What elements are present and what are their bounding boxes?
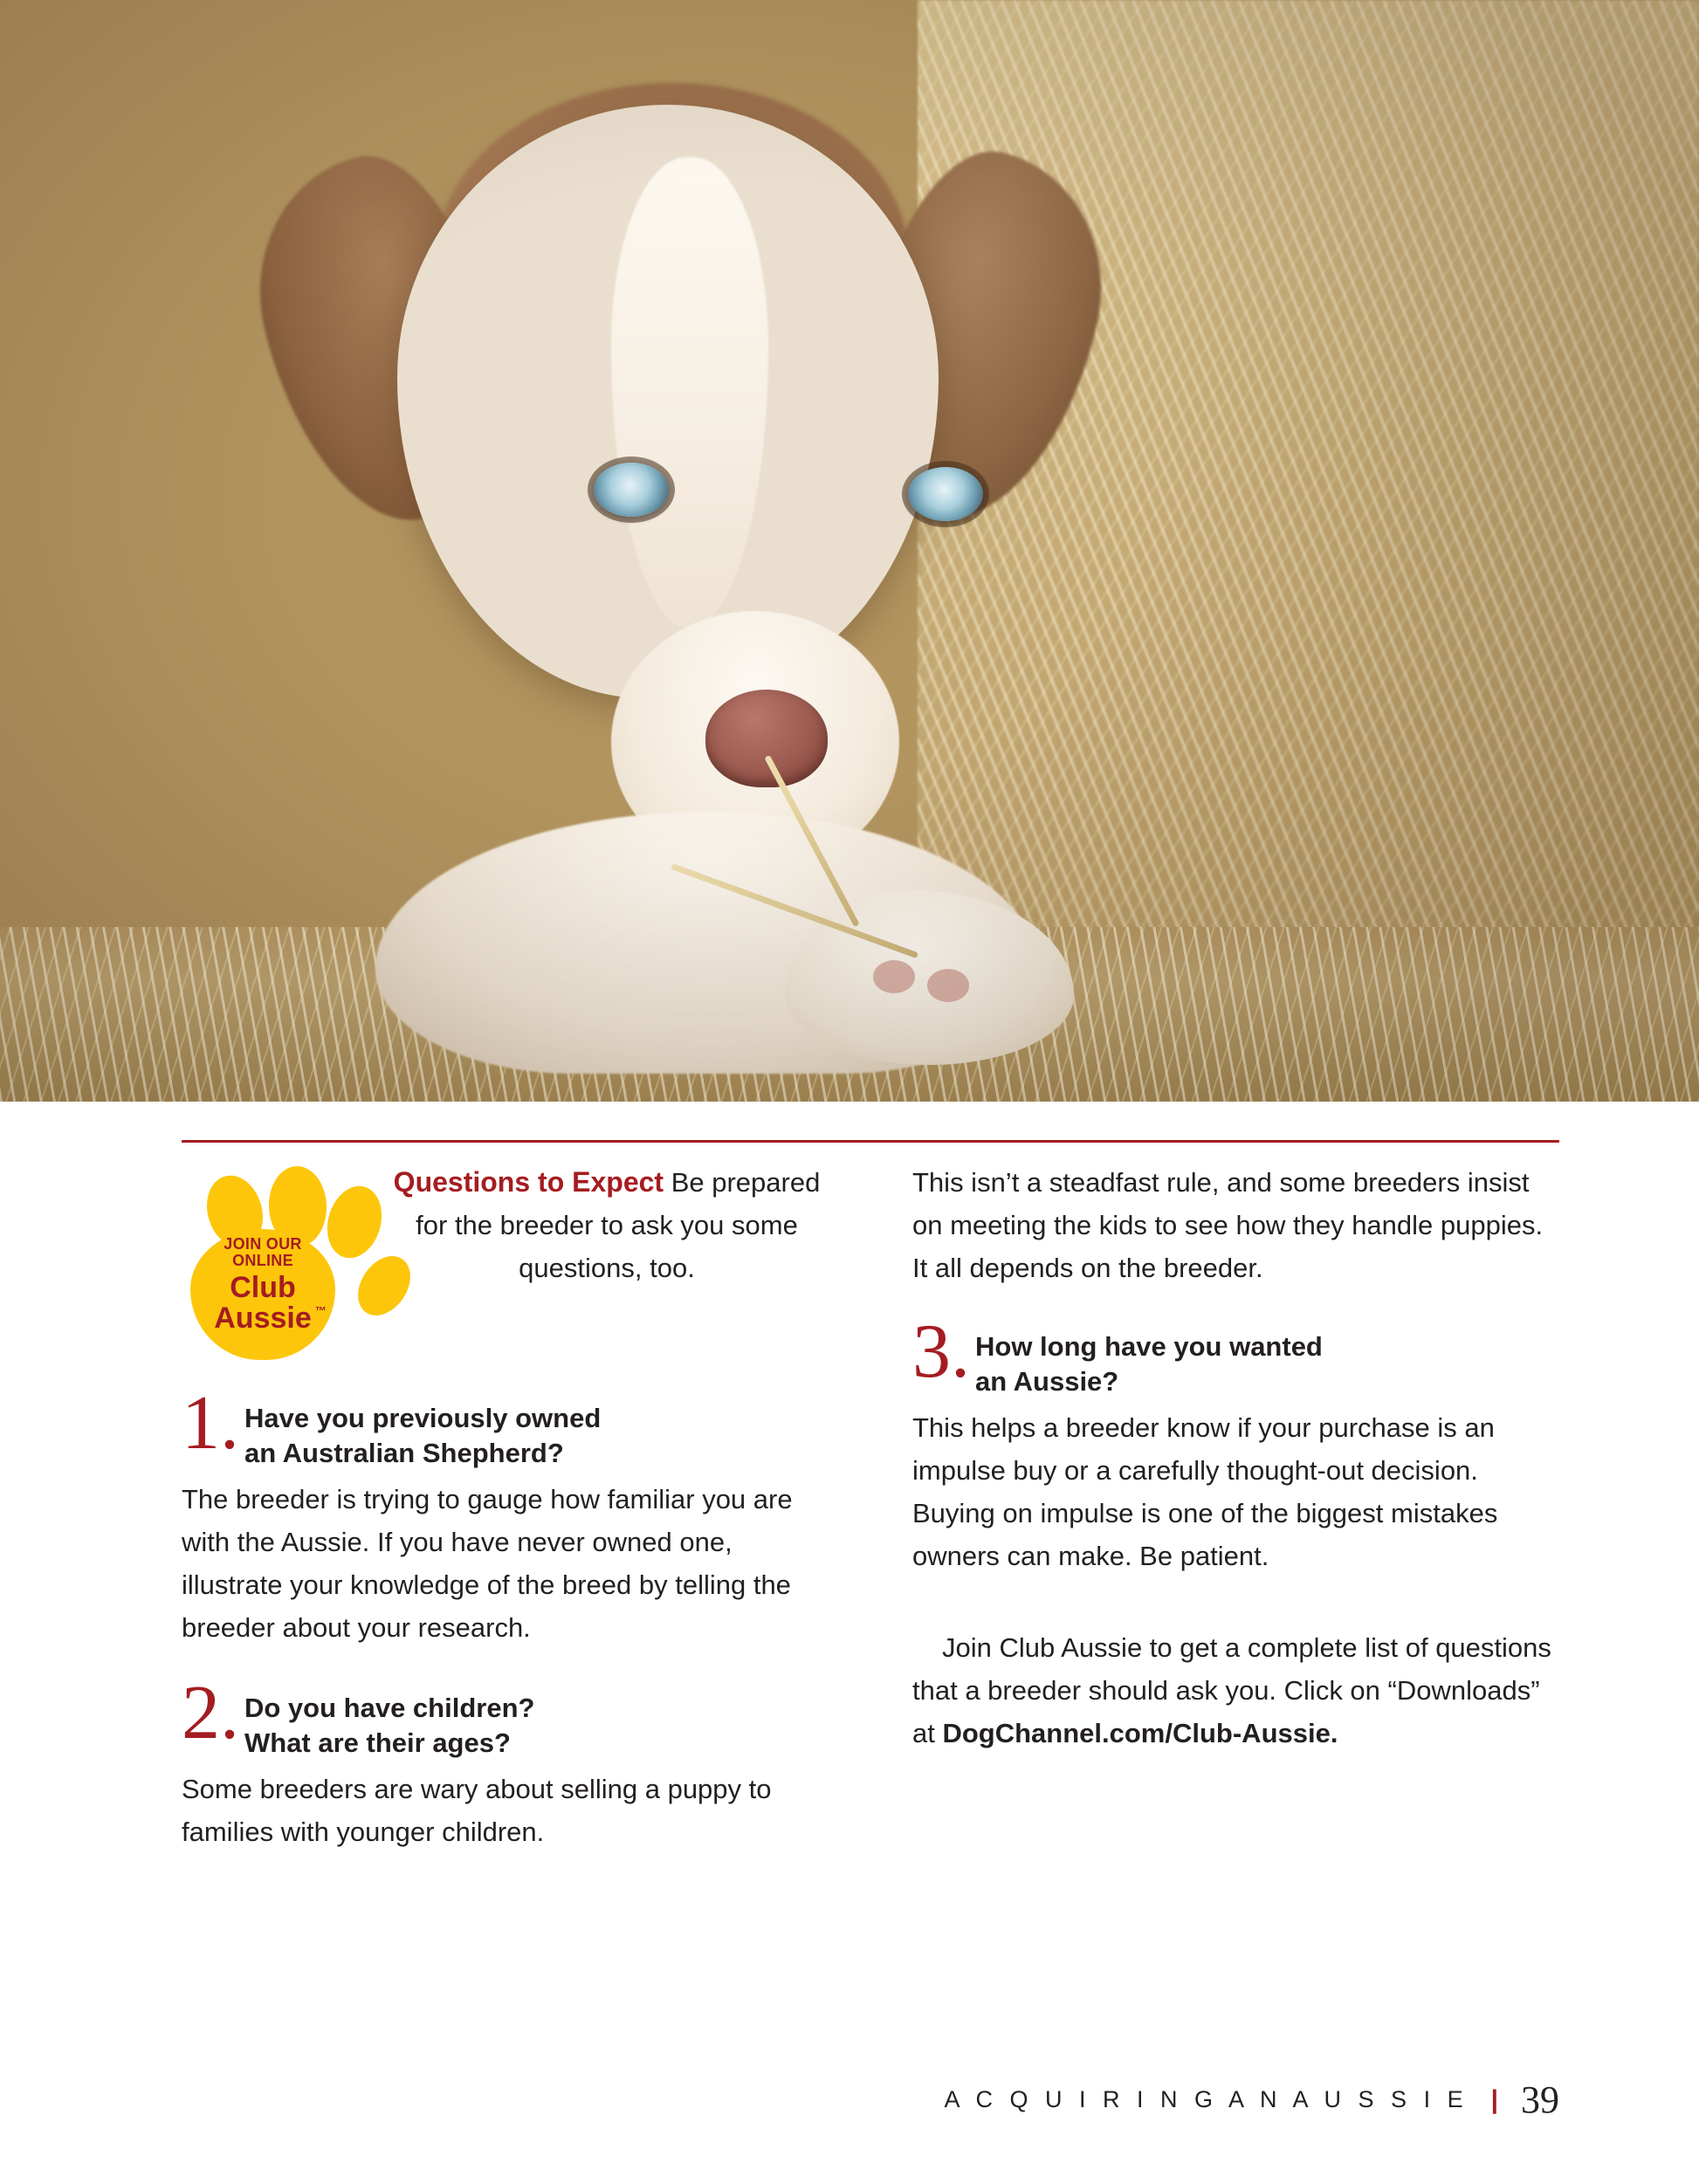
- badge-club-name: Aussie: [214, 1301, 312, 1336]
- question-3-title-line-1: How long have you wanted: [975, 1331, 1323, 1362]
- intro-text: Be prepared for the breeder to ask you some questions, too.: [416, 1167, 821, 1283]
- intro-heading: Questions to Expect: [393, 1166, 664, 1198]
- question-2-body: Some breeders are wary about selling a puppy to families with younger children.: [182, 1774, 772, 1847]
- badge-line-3: Club: [230, 1270, 296, 1304]
- page-footer: [182, 2078, 1559, 2122]
- question-number-value: 3: [912, 1309, 951, 1394]
- footer-section-label: A C Q U I R I N G A N A U S S I E: [944, 2086, 1469, 2112]
- question-number-value: 2: [182, 1671, 220, 1755]
- question-1-title-line-1: Have you previously owned: [244, 1403, 602, 1433]
- question-3-number: [912, 1309, 975, 1394]
- question-1-body: The breeder is trying to gauge how familiar you are with the Aussie. If you have never owned one, illustrate your knowledge of the breed by telling the breeder about your research.: [182, 1484, 793, 1643]
- question-number-value: 1: [182, 1381, 220, 1466]
- question-number-dot: .: [220, 1671, 239, 1755]
- question-3: [912, 1309, 1559, 1577]
- continued-paragraph: This isn’t a steadfast rule, and some breeders insist on meeting the kids to see how they handle puppies. It all depends on the breeder.: [912, 1167, 1544, 1283]
- question-2-title-line-1: Do you have children?: [244, 1693, 535, 1723]
- question-number-dot: .: [220, 1381, 239, 1466]
- question-2: [182, 1671, 829, 1853]
- badge-line-2: ONLINE: [232, 1251, 293, 1269]
- section-divider-rule: [182, 1140, 1559, 1143]
- right-column: [912, 1161, 1559, 1892]
- continued-paragraph-block: [912, 1161, 1559, 1289]
- closing-block: [912, 1626, 1559, 1755]
- article-body: [182, 1161, 1559, 1892]
- badge-line-1: JOIN OUR: [224, 1235, 302, 1253]
- question-3-title-line-2: an Aussie?: [975, 1366, 1119, 1397]
- footer-separator: |: [1490, 2084, 1498, 2114]
- question-3-body: This helps a breeder know if your purchase is an impulse buy or a carefully thought-out decision. Buying on impulse is one of the biggest mistakes owners can make. Be patient.: [912, 1412, 1498, 1571]
- closing-paragraph: [912, 1626, 1559, 1755]
- question-1: [182, 1381, 829, 1649]
- club-aussie-link[interactable]: DogChannel.com/Club-Aussie.: [942, 1718, 1338, 1748]
- question-2-number: [182, 1671, 244, 1755]
- badge-line-4: [214, 1301, 327, 1336]
- club-aussie-badge[interactable]: [182, 1166, 369, 1354]
- page-number: 39: [1521, 2078, 1559, 2121]
- left-column: [182, 1161, 829, 1892]
- closing-paragraph-text: Join Club Aussie to get a complete list of questions that a breeder should ask you. Click on “Downloads” at: [912, 1632, 1551, 1748]
- club-aussie-badge-text: [190, 1236, 335, 1335]
- question-number-dot: .: [951, 1309, 970, 1394]
- question-1-number: [182, 1381, 244, 1466]
- question-2-title-line-2: What are their ages?: [244, 1727, 511, 1758]
- trademark-symbol: ™: [314, 1304, 327, 1318]
- question-1-title-line-2: an Australian Shepherd?: [244, 1438, 564, 1468]
